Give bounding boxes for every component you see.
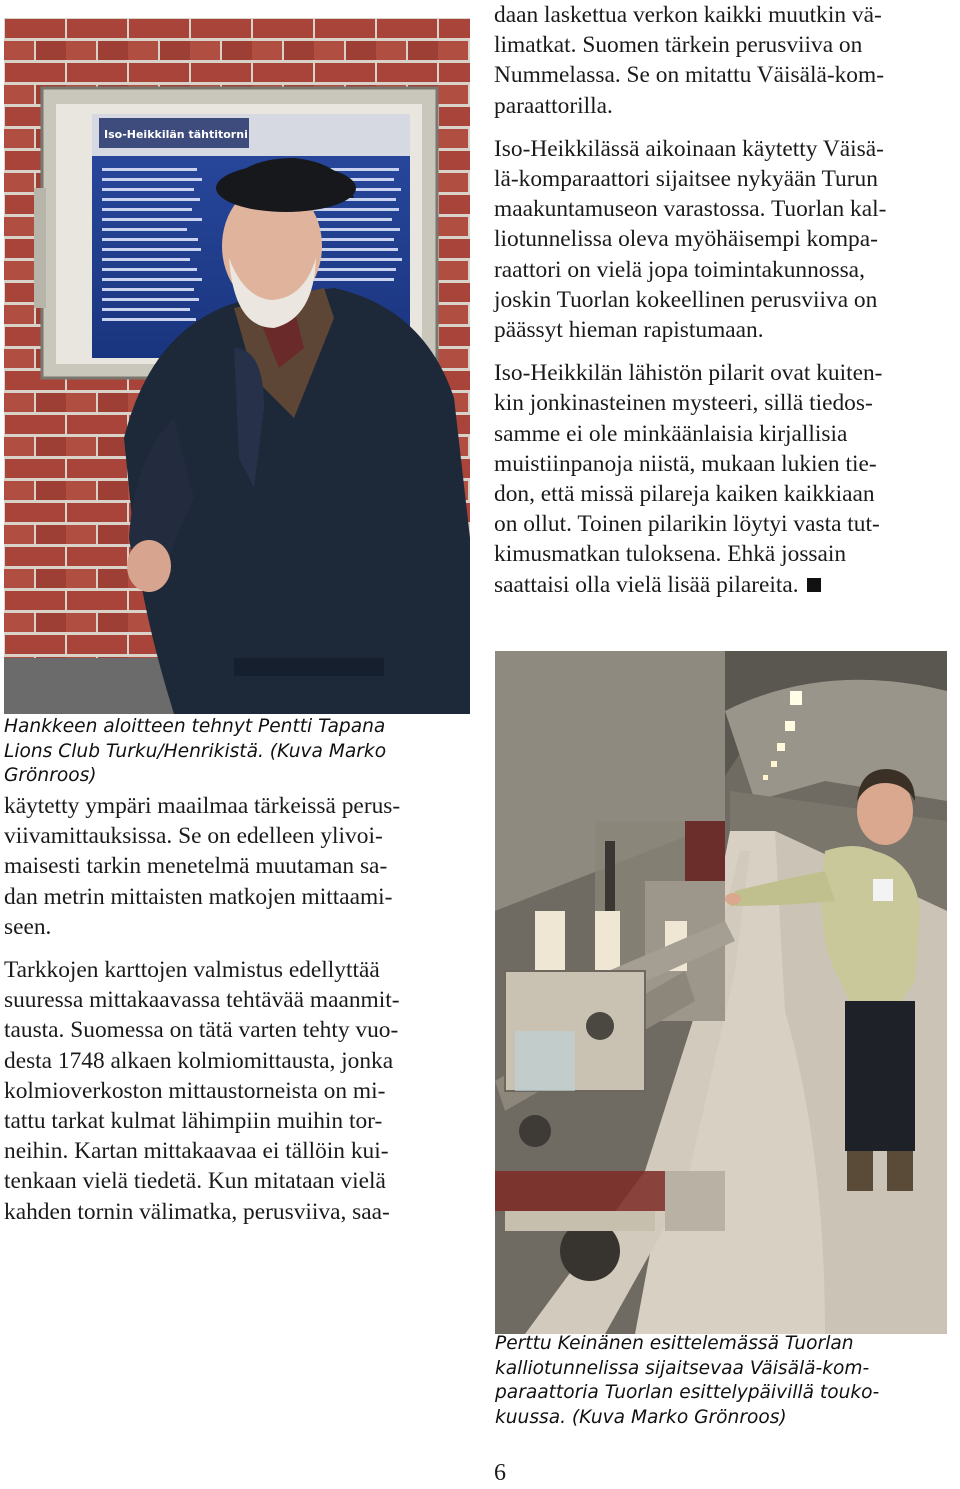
paragraph xyxy=(494,358,957,600)
paragraph: käytetty ympäri maailmaa tärkeissä perus- viivamittauksissa. Se on edelleen ylivoi- maisesti tarkin menetelmä muutaman sa- dan metrin mittaisten matkojen mittaami- seen. xyxy=(4,793,401,940)
paragraph-text: Iso-Heikkilän lähistön pilarit ovat kuiten- kin jonkinasteinen mysteeri, sillä tiedos- samme ei ole minkäänlaisia kirjallisia muistiinpanoja niistä, mukaan lukien tie- don, että missä pilareja kaiken kaikkiaan on ollut. Toinen pilarikin löytyi vasta tut- kimusmatkan tuloksena. Ehkä jossain saattaisi olla vielä lisää pilareita. xyxy=(494,360,883,598)
caption-text: Hankkeen aloitteen tehnyt Pentti Tapana Lions Club Turku/Henrikistä. (Kuva Marko Grönroos) xyxy=(4,716,387,786)
photo-man-brick-wall-image xyxy=(4,18,470,714)
photo-tunnel-comparator xyxy=(495,651,947,1334)
photo1-caption xyxy=(4,715,474,789)
photo-man-brick-wall xyxy=(4,18,470,714)
photo2-caption xyxy=(495,1332,955,1430)
sign-title: Iso-Heikkilän tähtitorni xyxy=(104,128,248,141)
right-column-top-text xyxy=(494,0,957,600)
paragraph: Iso-Heikkilässä aikoinaan käytetty Väisä- lä-komparaattori sijaitsee nykyään Turun maakuntamuseon varastossa. Tuorlan kal- liotunnelissa oleva myöhäisempi kompa- raattori on vielä jopa toimintakunnossa, joskin Tuorlan kokeellinen perusviiva on päässyt hieman rapistumaan. xyxy=(494,135,887,344)
caption-text: Perttu Keinänen esittelemässä Tuorlan kalliotunnelissa sijaitsevaa Väisälä-kom- paraattoria Tuorlan esittelypäivillä touko- kuussa. (Kuva Marko Grönroos) xyxy=(495,1333,880,1428)
paragraph: daan laskettua verkon kaikki muutkin vä- limatkat. Suomen tärkein perusviiva on Nummelassa. Se on mitattu Väisälä-kom- paraattorilla. xyxy=(494,2,884,119)
photo-tunnel-comparator-image xyxy=(495,651,947,1334)
page-number: 6 xyxy=(494,1460,506,1486)
left-column-bottom-text xyxy=(4,791,470,1227)
paragraph: Tarkkojen karttojen valmistus edellyttää suuressa mittakaavassa tehtävää maanmit- tausta. Suomessa on tätä varten tehty vuo- desta 1748 alkaen kolmiomittausta, jonka kolmioverkoston mittaustorneista on mi- tattu tarkat kulmat lähimpiin muihin tor- neihin. Kartan mittakaavaa ei tällöin kui- tenkaan vielä tiedetä. Kun mitataan vielä kahden tornin välimatka, perusviiva, saa- xyxy=(4,957,400,1225)
end-of-article-mark xyxy=(807,578,821,592)
